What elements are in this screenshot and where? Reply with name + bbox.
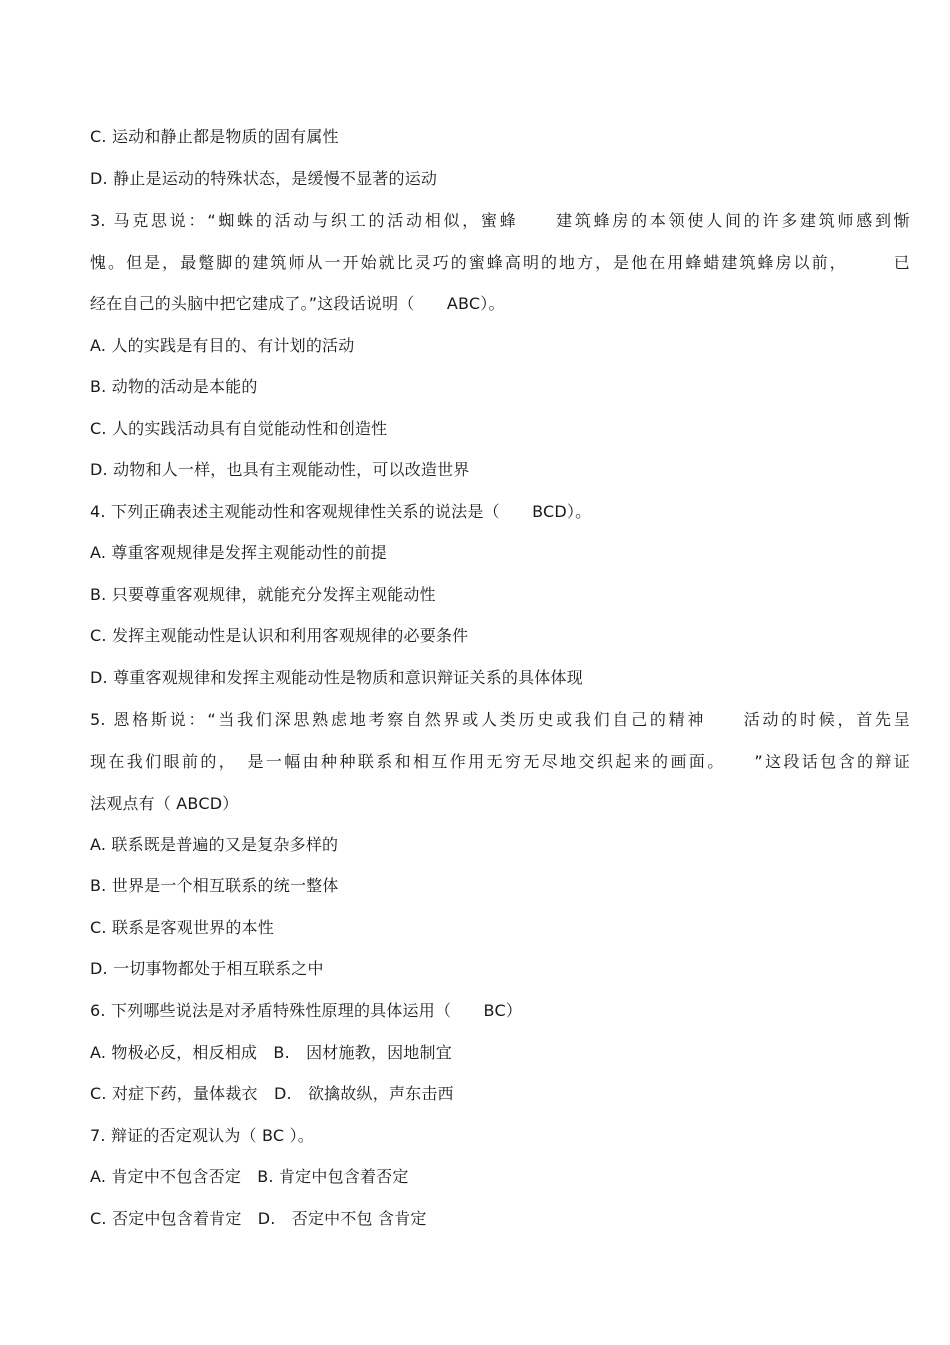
text-line-question-4: 4. 下列正确表述主观能动性和客观规律性关系的说法是（ BCD）。: [90, 502, 592, 521]
text-line-q7-options-ab: A. 肯定中不包含否定 B. 肯定中包含着否定: [90, 1167, 409, 1186]
text-line-q4-option-a: A. 尊重客观规律是发挥主观能动性的前提: [90, 543, 387, 562]
text-line-q4-option-b: B. 只要尊重客观规律，就能充分发挥主观能动性: [90, 585, 436, 604]
text-line-q3-option-a: A. 人的实践是有目的、有计划的活动: [90, 336, 355, 355]
text-line-q5-option-a: A. 联系既是普遍的又是复杂多样的: [90, 835, 339, 854]
text-line-option-c-motion: C. 运动和静止都是物质的固有属性: [90, 127, 339, 146]
text-line-question-3-cont-1: 愧。但是，最蹩脚的建筑师从一开始就比灵巧的蜜蜂高明的地方，是他在用蜂蜡建筑蜂房以前， 已: [90, 253, 910, 272]
text-line-question-5-cont-2: 法观点有（ ABCD）: [90, 794, 239, 813]
text-line-q5-option-d: D. 一切事物都处于相互联系之中: [90, 959, 324, 978]
text-line-q3-option-c: C. 人的实践活动具有自觉能动性和创造性: [90, 419, 388, 438]
text-line-q6-options-ab: A. 物极必反，相反相成 B. 因材施教，因地制宜: [90, 1043, 452, 1062]
text-line-q4-option-d: D. 尊重客观规律和发挥主观能动性是物质和意识辩证关系的具体体现: [90, 668, 583, 687]
text-line-q5-option-b: B. 世界是一个相互联系的统一整体: [90, 876, 339, 895]
text-line-question-7: 7. 辩证的否定观认为（ BC ）。: [90, 1126, 314, 1145]
text-line-q3-option-d: D. 动物和人一样，也具有主观能动性，可以改造世界: [90, 460, 470, 479]
text-line-question-6: 6. 下列哪些说法是对矛盾特殊性原理的具体运用（ BC）: [90, 1001, 523, 1020]
text-line-question-3-cont-2: 经在自己的头脑中把它建成了。”这段话说明（ ABC）。: [90, 294, 505, 313]
text-line-q5-option-c: C. 联系是客观世界的本性: [90, 918, 274, 937]
text-line-q3-option-b: B. 动物的活动是本能的: [90, 377, 258, 396]
text-line-question-5: 5. 恩格斯说：“当我们深思熟虑地考察自然界或人类历史或我们自己的精神 活动的时候，首先呈: [90, 710, 910, 729]
text-line-q7-options-cd: C. 否定中包含着肯定 D. 否定中不包 含肯定: [90, 1209, 427, 1228]
text-line-question-5-cont-1: 现在我们眼前的， 是一幅由种种联系和相互作用无穷无尽地交织起来的画面。 ”这段话包含的辩证: [90, 752, 910, 771]
text-line-q4-option-c: C. 发挥主观能动性是认识和利用客观规律的必要条件: [90, 626, 469, 645]
text-line-q6-options-cd: C. 对症下药，量体裁衣 D. 欲擒故纵，声东击西: [90, 1084, 454, 1103]
text-line-option-d-stillness: D. 静止是运动的特殊状态，是缓慢不显著的运动: [90, 169, 438, 188]
text-line-question-3: 3. 马克思说：“蜘蛛的活动与织工的活动相似，蜜蜂 建筑蜂房的本领使人间的许多建筑师感到惭: [90, 211, 910, 230]
